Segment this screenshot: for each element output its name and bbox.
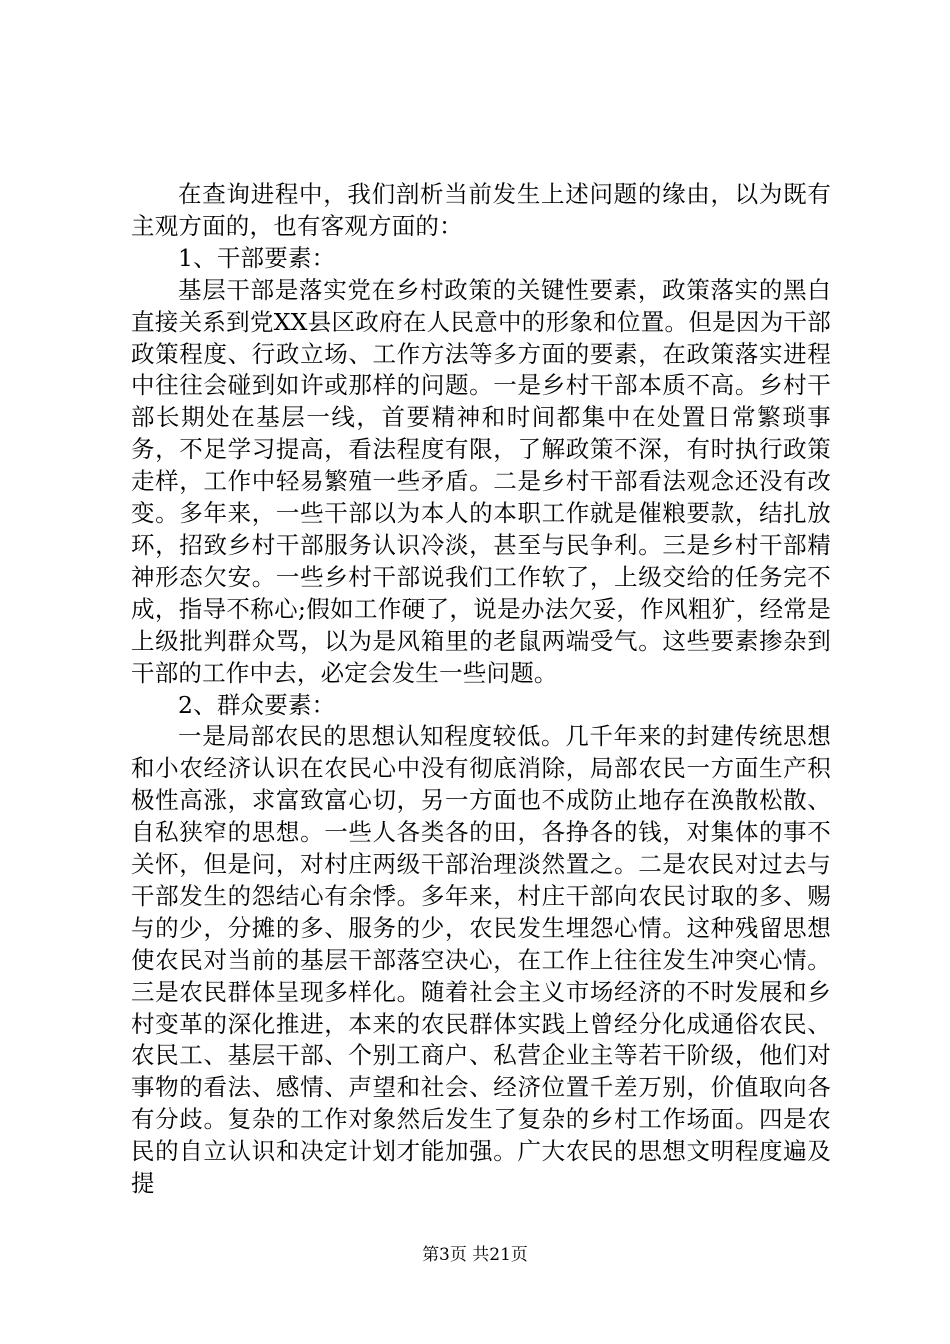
paragraph-cadre-factors: 基层干部是落实党在乡村政策的关键性要素，政策落实的黑白直接关系到党XX县区政府在人民意中的形象和位置。但是因为干部政策程度、行政立场、工作方法等多方面的要素，在政策落实进程中往往会碰到如许或那样的问题。一是乡村干部本质不高。乡村干部长期处在基层一线，首要精神和时间都集中在处置日常繁琐事务，不足学习提高，看法程度有限，了解政策不深，有时执行政策走样，工作中轻易繁殖一些矛盾。二是乡村干部看法观念还没有改变。多年来，一些干部以为本人的本职工作就是催粮要款，结扎放环，招致乡村干部服务认识冷淡，甚至与民争利。三是乡村干部精神形态欠安。一些乡村干部说我们工作软了，上级交给的任务完不成，指导不称心;假如工作硬了，说是办法欠妥，作风粗犷，经常是上级批判群众骂，以为是风箱里的老鼠两端受气。这些要素掺杂到干部的工作中去，必定会发生一些问题。 (131, 275, 831, 687)
paragraph-intro: 在查询进程中，我们剖析当前发生上述问题的缘由，以为既有主观方面的，也有客观方面的： (131, 180, 831, 240)
page-number-footer: 第3页 共21页 (422, 1245, 528, 1265)
heading-cadre-factors: 1、干部要素： (178, 243, 336, 272)
document-body (131, 179, 831, 1200)
heading-masses-factors: 2、群众要素： (178, 690, 336, 719)
paragraph-masses-factors: 一是局部农民的思想认知程度较低。几千年来的封建传统思想和小农经济认识在农民心中没有彻底消除，局部农民一方面生产积极性高涨，求富致富心切，另一方面也不成防止地存在涣散松散、自私狭窄的思想。一些人各类各的田，各挣各的钱，对集体的事不关怀，但是问，对村庄两级干部治理淡然置之。二是农民对过去与干部发生的怨结心有余悸。多年来，村庄干部向农民讨取的多、赐与的少，分摊的多、服务的少，农民发生埋怨心情。这种残留思想使农民对当前的基层干部落空决心，在工作上往往发生冲突心情。三是农民群体呈现多样化。随着社会主义市场经济的不时发展和乡村变革的深化推进，本来的农民群体实践上曾经分化成通俗农民、农民工、基层干部、个别工商户、私营企业主等若干阶级，他们对事物的看法、感情、声望和社会、经济位置千差万别，价值取向各有分歧。复杂的工作对象然后发生了复杂的乡村工作场面。四是农民的自立认识和决定计划才能加强。广大农民的思想文明程度遍及提 (131, 722, 831, 1198)
